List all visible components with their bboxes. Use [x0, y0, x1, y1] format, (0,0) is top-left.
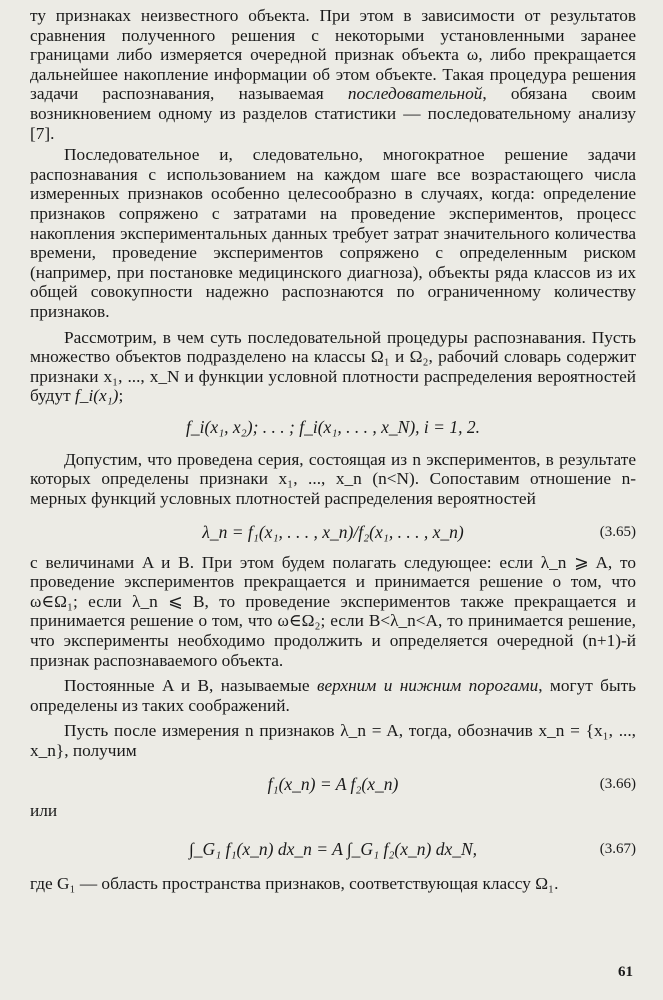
paragraph-8: или — [30, 800, 58, 820]
paragraph-2: Последовательное и, следовательно, многократное решение задачи распознавания с использованием на каждом шаге все возрастающего числа измеренных признаков особенно целесообразно в случаях, когда: определение признаков сопряжено с затратами на проведение экспериментов, процесс накопления экспериментальных данных требует затрат значительного количества времени, проведение экспериментов сопряжено с определенным риском (например, при постановке медицинского диагноза), объекты ряда классов из их общей совокупности надежно распознаются по ограниченному количеству признаков. — [30, 145, 636, 321]
formula-1-text: f_i(x₁, x₂); . . . ; f_i(x₁, . . . , x_N), i = 1, 2. — [186, 416, 480, 437]
p3-text-a: Рассмотрим, в чем суть последовательной процедуры распознавания. Пусть множество объектов подразделено на классы Ω₁ и Ω₂, рабочий словарь содержит признаки x₁, ..., x_N и функции условной плотности распределения вероятностей будут — [30, 327, 636, 406]
formula-4-number: (3.67) — [599, 841, 636, 858]
p1-text-a: ту признаках неизвестного объекта. При этом в зависимости от результатов сравнения полученного решения с некоторыми установленными заранее границами либо измеряется очередной признак объекта ω, либо прекращается дальнейшее накопление информации об этом объекте. Такая процедура решения задачи распознавания, называемая — [30, 6, 636, 104]
formula-3-66 — [30, 771, 636, 797]
paragraph-9: где G₁ — область пространства признаков, соответствующая классу Ω₁. — [30, 874, 559, 894]
formula-2-text: λ_n = f₁(x₁, . . . , x_n)/f₂(x₁, . . . , x_n) — [202, 521, 464, 542]
paragraph-7: Пусть после измерения n признаков λ_n = A, тогда, обозначив x_n = {x₁, ..., x_n}, получим — [30, 721, 636, 760]
formula-3-text: f₁(x_n) = A f₂(x_n) — [267, 773, 399, 794]
page-number: 61 — [618, 964, 633, 980]
p6-emph: верхним и нижним порогами — [316, 676, 539, 696]
formula-density-list — [30, 414, 636, 440]
p3-func: f_i(x₁) — [75, 386, 119, 406]
formula-3-65 — [30, 519, 636, 545]
formula-2-number: (3.65) — [599, 523, 636, 540]
p3-text-b: ; — [118, 386, 124, 406]
p6-text-a: Постоянные A и B, называемые — [64, 676, 317, 696]
formula-4-text: ∫_G₁ f₁(x_n) dx_n = A ∫_G₁ f₂(x_n) dx_N, — [188, 839, 478, 860]
p6-text-b: , могут быть определены из таких соображений. — [30, 676, 636, 715]
paragraph-6 — [30, 676, 636, 715]
paragraph-3 — [30, 328, 636, 406]
paragraph-1 — [30, 6, 636, 143]
paragraph-5: с величинами A и B. При этом будем полагать следующее: если λ_n ⩾ A, то проведение экспериментов прекращается и принимается решение о том, что ω∈Ω₁; если λ_n ⩽ B, то проведение экспериментов также прекращается и принимается решение о том, что ω∈Ω₂; если B<λ_n<A, то принимается решение, что эксперименты необходимо продолжить и определяется очередной (n+1)-й признак распознаваемого объекта. — [30, 552, 636, 670]
p1-emph: последовательной — [347, 84, 483, 104]
formula-3-67 — [30, 830, 636, 868]
paragraph-4: Допустим, что проведена серия, состоящая из n экспериментов, в результате которых определены признаки x₁, ..., x_n (n<N). Сопоставим отношение n-мерных функций условных плотностей распределения вероятностей — [30, 449, 636, 509]
formula-3-number: (3.66) — [599, 775, 636, 792]
p1-text-b: , обязана своим возникновением одному из разделов статистики — последовательному анализу [7]. — [30, 84, 636, 143]
